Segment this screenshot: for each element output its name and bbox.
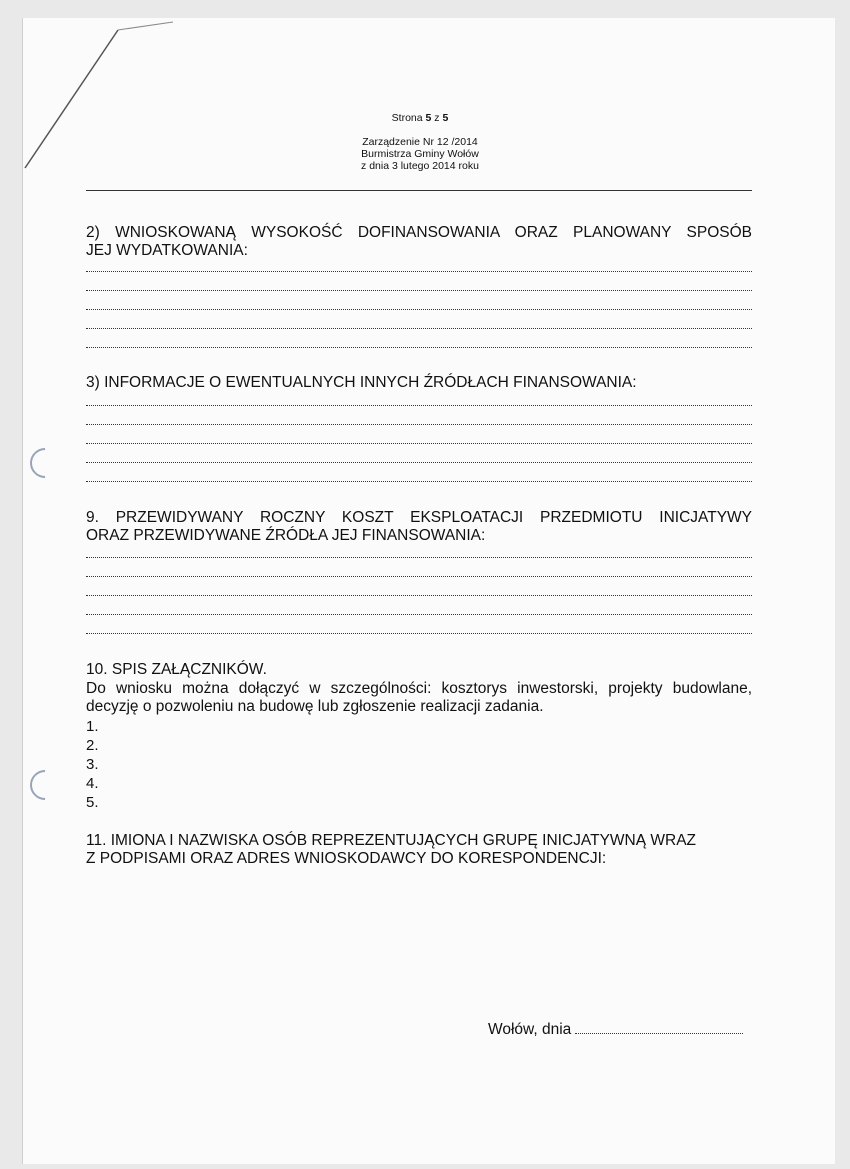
fill-line [86,474,752,482]
fill-line [86,283,752,291]
section-3-title: 3) INFORMACJE O EWENTUALNYCH INNYCH ŹRÓDŁACH FINANSOWANIA: [86,374,637,391]
attachment-item: 4. [86,775,99,792]
order-header [300,136,540,172]
fill-line [86,588,752,596]
section-11-title-line2: Z PODPISAMI ORAZ ADRES WNIOSKODAWCY DO KORESPONDENCJI: [86,850,607,867]
section-10-desc-line2: decyzję o pozwoleniu na budowę lub zgłoszenie realizacji zadania. [86,698,544,715]
attachment-item: 1. [86,718,99,735]
fill-line [86,302,752,310]
order-number: Zarządzenie Nr 12 /2014 [362,136,478,148]
fill-line [86,569,752,577]
fill-line [86,550,752,558]
fill-line [86,264,752,272]
fill-line [86,398,752,406]
section-9-title-line1: 9. PRZEWIDYWANY ROCZNY KOSZT EKSPLOATACJI PRZEDMIOTU INICJATYWY [86,509,752,526]
fill-line [86,436,752,444]
attachment-item: 3. [86,756,99,773]
fill-line [86,455,752,463]
place-date-field [488,1021,743,1039]
section-2-title-line2: JEJ WYDATKOWANIA: [86,242,248,259]
page-number: Strona 5 z 5 [391,112,449,124]
attachment-item: 2. [86,737,99,754]
section-9-title-line2: ORAZ PRZEWIDYWANE ŹRÓDŁA JEJ FINANSOWANIA: [86,527,486,544]
section-10-desc-line1: Do wniosku można dołączyć w szczególności: kosztorys inwestorski, projekty budowlane, [86,680,752,697]
fill-line [86,340,752,348]
fill-line [86,626,752,634]
fill-line [86,321,752,329]
date-fill-line [575,1021,743,1034]
section-10-title: 10. SPIS ZAŁĄCZNIKÓW. [86,661,267,678]
section-2-title-line1: 2) WNIOSKOWANĄ WYSOKOŚĆ DOFINANSOWANIA ORAZ PLANOWANY SPOSÓB [86,224,752,241]
section-11-title-line1: 11. IMIONA I NAZWISKA OSÓB REPREZENTUJĄCYCH GRUPĘ INICJATYWNĄ WRAZ [86,832,697,849]
place-date-label: Wołów, dnia [488,1021,572,1038]
order-date: z dnia 3 lutego 2014 roku [361,160,479,172]
order-issuer: Burmistrza Gminy Wołów [361,148,479,160]
fill-line [86,607,752,615]
attachment-item: 5. [86,794,99,811]
header-divider [86,190,752,191]
folded-corner-mark [23,18,173,188]
fill-line [86,417,752,425]
